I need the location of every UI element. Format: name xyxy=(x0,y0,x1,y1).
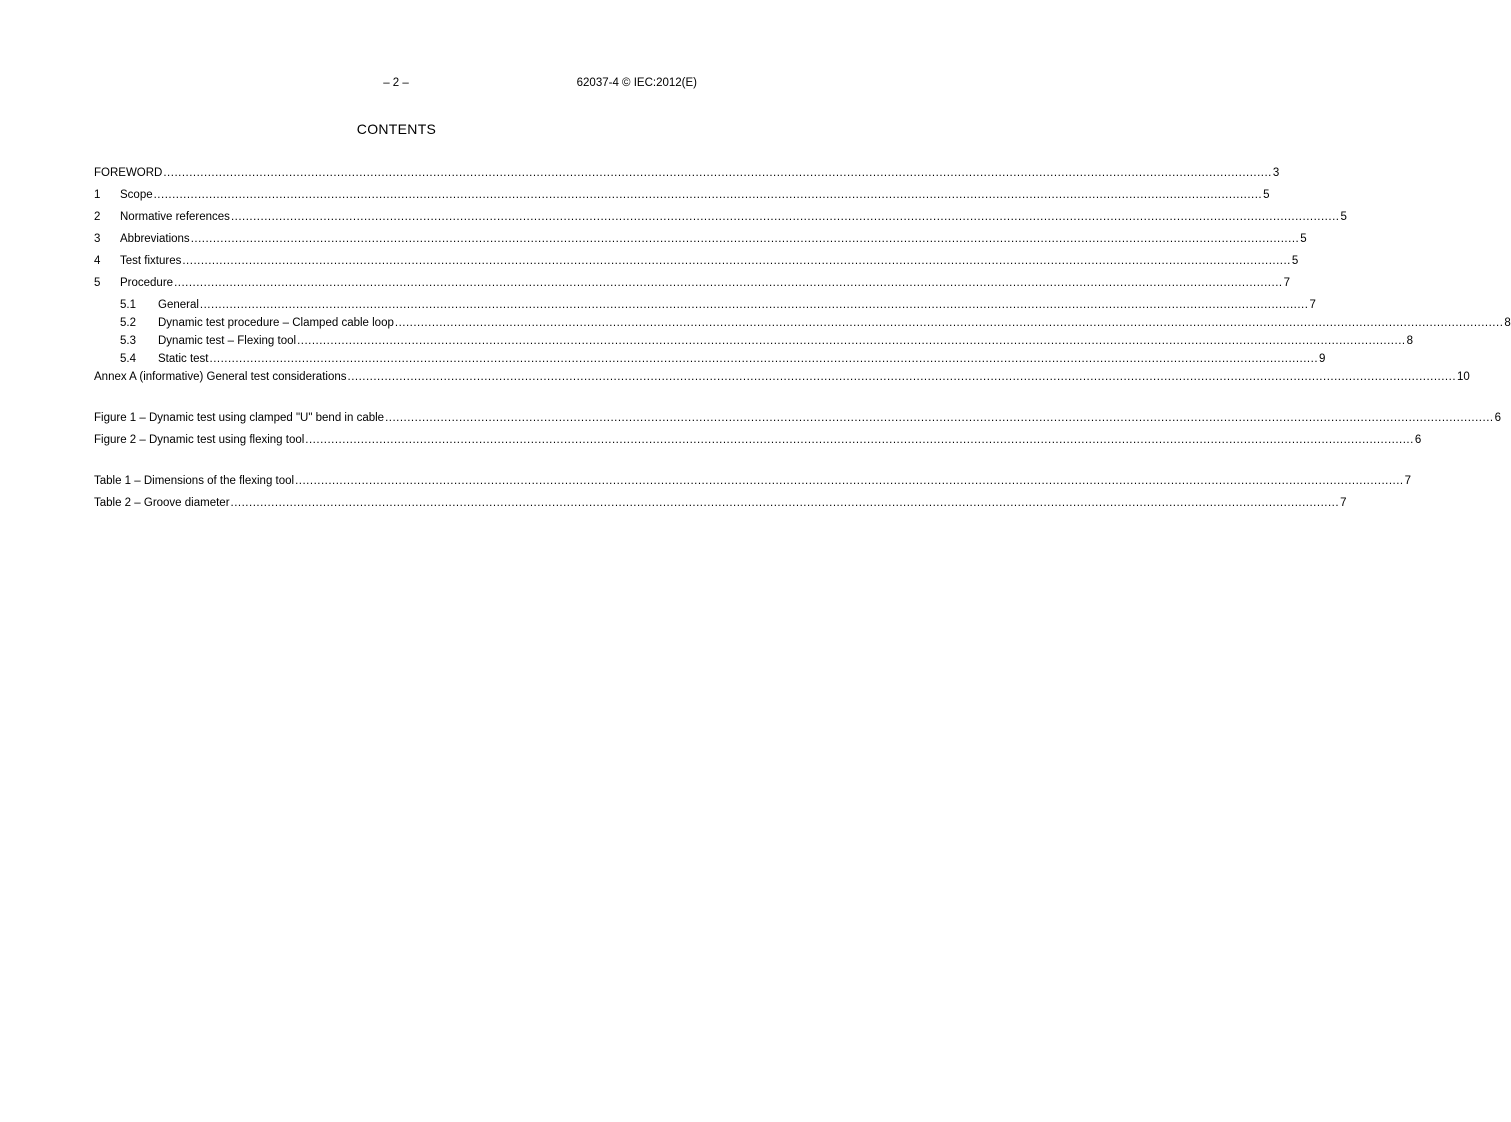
toc-entry[interactable] xyxy=(94,352,1326,370)
toc-entry-title: Annex A (informative) General test considerations xyxy=(94,371,347,383)
toc-entry-title: Procedure xyxy=(120,277,174,289)
dot-leader: ............................................................................................................................................................................................................................................................................................................ xyxy=(394,317,1504,329)
toc-entry-number: 1 xyxy=(94,189,101,201)
toc-entry-page: 5 xyxy=(1300,233,1307,245)
toc-entry-title: Dynamic test procedure – Clamped cable loop xyxy=(158,317,394,329)
toc-entry-page: 7 xyxy=(1340,497,1347,509)
dot-leader: ............................................................................................................................................................................................................................................................................................................ xyxy=(297,335,1406,347)
document-reference: 62037-4 © IEC:2012(E) xyxy=(576,77,697,89)
dot-leader: ............................................................................................................................................................................................................................................................................................................ xyxy=(182,255,1291,267)
toc-entry-title: Normative references xyxy=(120,211,230,223)
toc-entry-page: 3 xyxy=(1272,167,1280,179)
dot-leader: ............................................................................................................................................................................................................................................................................................................ xyxy=(174,277,1283,289)
toc-entry-page: 8 xyxy=(1504,317,1511,329)
toc-entry-page: 6 xyxy=(1414,434,1422,446)
toc-entry-number: 2 xyxy=(94,211,101,223)
toc-entry-page: 9 xyxy=(1319,353,1326,365)
page-title: CONTENTS xyxy=(356,121,437,137)
dot-leader: ............................................................................................................................................................................................................................................................................................................ xyxy=(347,371,1457,383)
toc-entry-page: 6 xyxy=(1494,412,1501,424)
dot-leader: ............................................................................................................................................................................................................................................................................................................ xyxy=(199,299,1309,311)
toc-entry-number: 5.1 xyxy=(120,299,136,311)
table-entry[interactable] xyxy=(94,496,1347,518)
dot-leader: ............................................................................................................................................................................................................................................................................................................ xyxy=(230,211,1340,223)
toc-entry[interactable] xyxy=(94,370,1470,392)
figure-entry[interactable] xyxy=(94,411,1501,433)
figure-entry[interactable] xyxy=(94,433,1422,455)
table-entry[interactable] xyxy=(94,474,1412,496)
toc-entry-page: 7 xyxy=(1404,475,1412,487)
toc-entry-title: Abbreviations xyxy=(120,233,190,245)
toc-entry-title: Figure 2 – Dynamic test using flexing tool xyxy=(94,434,305,446)
toc-entry-page: 10 xyxy=(1457,371,1470,383)
toc-entry[interactable] xyxy=(94,254,1299,276)
page-header xyxy=(0,77,793,93)
page-number: – 2 – xyxy=(383,77,409,89)
toc-entry-title: Test fixtures xyxy=(120,255,182,267)
toc-entry-title: Scope xyxy=(120,189,153,201)
toc-entry-number: 5.3 xyxy=(120,335,136,347)
dot-leader: ............................................................................................................................................................................................................................................................................................................ xyxy=(305,434,1414,446)
toc-entry-title: FOREWORD xyxy=(94,167,163,179)
toc-entry-page: 7 xyxy=(1283,277,1290,289)
toc-entry[interactable] xyxy=(94,316,1511,334)
toc-entry-page: 5 xyxy=(1340,211,1347,223)
toc-entry-page: 5 xyxy=(1263,189,1270,201)
dot-leader: ............................................................................................................................................................................................................................................................................................................ xyxy=(163,167,1272,179)
toc-entry-title: Figure 1 – Dynamic test using clamped "U" bend in cable xyxy=(94,412,385,424)
toc-entry-number: 4 xyxy=(94,255,101,267)
toc-entry[interactable] xyxy=(94,166,1280,188)
dot-leader: ............................................................................................................................................................................................................................................................................................................ xyxy=(230,497,1340,509)
dot-leader: ............................................................................................................................................................................................................................................................................................................ xyxy=(209,353,1319,365)
toc-entry[interactable] xyxy=(94,276,1290,298)
dot-leader: ............................................................................................................................................................................................................................................................................................................ xyxy=(295,475,1404,487)
toc-entry-number: 5.4 xyxy=(120,353,136,365)
toc-entry-number: 3 xyxy=(94,233,101,245)
toc-entry-number: 5.2 xyxy=(120,317,136,329)
toc-entry-title: Static test xyxy=(158,353,209,365)
toc-entry-title: General xyxy=(158,299,199,311)
toc-entry-page: 5 xyxy=(1291,255,1299,267)
toc-entry[interactable] xyxy=(94,232,1307,254)
toc-entry[interactable] xyxy=(94,334,1413,352)
dot-leader: ............................................................................................................................................................................................................................................................................................................ xyxy=(190,233,1300,245)
table-of-contents xyxy=(94,166,1511,518)
toc-entry[interactable] xyxy=(94,188,1270,210)
dot-leader: ............................................................................................................................................................................................................................................................................................................ xyxy=(385,412,1494,424)
dot-leader: ............................................................................................................................................................................................................................................................................................................ xyxy=(153,189,1263,201)
toc-entry-page: 8 xyxy=(1406,335,1413,347)
toc-entry[interactable] xyxy=(94,298,1316,316)
toc-entry-page: 7 xyxy=(1309,299,1316,311)
toc-entry[interactable] xyxy=(94,210,1347,232)
toc-entry-title: Table 1 – Dimensions of the flexing tool xyxy=(94,475,295,487)
toc-entry-number: 5 xyxy=(94,277,101,289)
toc-entry-title: Table 2 – Groove diameter xyxy=(94,497,230,509)
toc-entry-title: Dynamic test – Flexing tool xyxy=(158,335,297,347)
